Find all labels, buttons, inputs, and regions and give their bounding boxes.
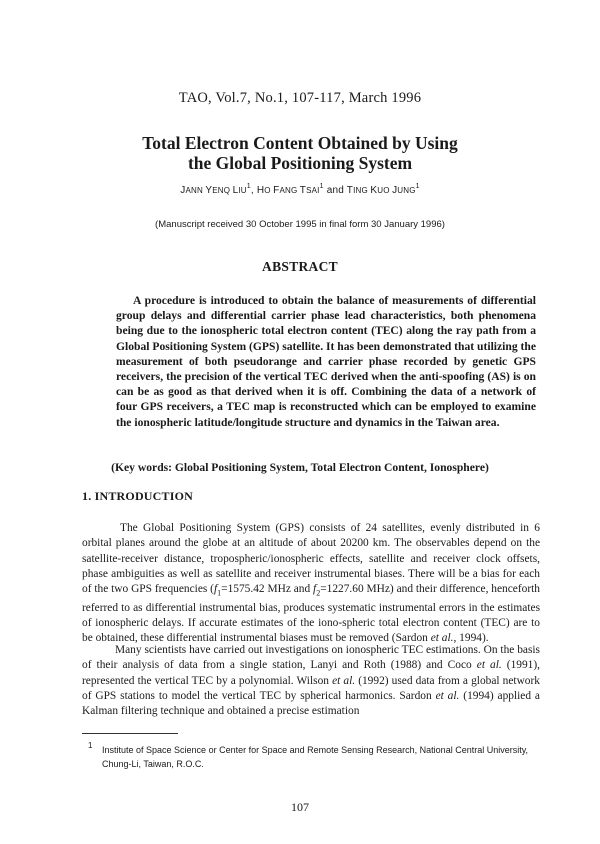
section-heading-introduction: 1. INTRODUCTION — [82, 489, 194, 503]
author-2: HO FANG TSAI — [256, 185, 320, 196]
footnote-mark: 1 — [88, 741, 93, 750]
author-3-affiliation: 1 — [415, 183, 420, 190]
author-3: TING KUO JUNG — [346, 185, 416, 196]
footnote-text: Institute of Space Science or Center for Space and Remote Sensing Research, National Central University, Chung-Li, Taiwan, R.O.C. — [102, 745, 529, 769]
abstract-heading: ABSTRACT — [262, 259, 338, 274]
title-line-1: Total Electron Content Obtained by Using — [142, 133, 458, 153]
footnote — [88, 743, 548, 771]
author-1-affiliation: 1 — [246, 183, 251, 190]
page-number: 107 — [291, 800, 309, 814]
author-list: JANN YENQ LIU$^1$, HO FANG TSAI$^1$ and TING KUO JUNG$^1$ — [180, 183, 420, 196]
journal-citation: TAO, Vol.7, No.1, 107-117, March 1996 — [178, 90, 422, 106]
footnote-divider — [82, 733, 178, 734]
author-and: and — [326, 185, 344, 196]
abstract-text: A procedure is introduced to obtain the balance of measurements of differential group delays and differential carrier phase lead characteristics, both phenomena being due to the ionospheric total electron content (TEC) along the ray path from a Global Positioning System (GPS) satellite. It has been demonstrated that utilizing the measurement of both pseudorange and carrier phase recorded by genetic GPS receivers, the precision of the vertical TEC derived when the anti-spoofing (AS) is on can be as good as that derived when it is off. Combining the data of a network of four GPS receivers, a TEC map is reconstructed which can be employed to examine the ionospheric latitude/longitude structure and dynamics in the Taiwan area. — [116, 294, 536, 429]
paper-title — [0, 133, 600, 173]
author-1: JANN YENQ LIU — [180, 185, 247, 196]
keywords: (Key words: Global Positioning System, Total Electron Content, Ionosphere) — [111, 461, 489, 474]
manuscript-dates: (Manuscript received 30 October 1995 in final form 30 January 1996) — [155, 219, 445, 230]
author-2-affiliation: 1 — [319, 183, 324, 190]
title-line-2: the Global Positioning System — [187, 153, 413, 173]
intro-paragraph-1: The Global Positioning System (GPS) consists of 24 satellites, evenly distributed in 6 orbital planes around the globe at an altitude of about 20200 km. The observables depend on the satellite-receiver distance, tropospheric/ionospheric effects, satellite and receiver clock offsets, phase ambiguities as well as satellite and receiver instrumental biases. There will be a bias for each of the two GPS frequencies ($f_1=1575.42$ MHz and $f_2=1227.60$ MHz) and their difference, henceforth referred to as differential instrumental bias, produces systematic instrumental errors in the estimates of ionospheric delays. If accurate estimates of the iono-spheric total electron content (TEC) are to be obtained, these differential instrumental biases must be removed (Sardon et al., 1994). — [82, 522, 540, 645]
intro-paragraph-2: Many scientists have carried out investigations on ionospheric TEC estimations. On the basis of their analysis of data from a single station, Lanyi and Roth (1988) and Coco et al. (1991), represented the vertical TEC by a polynomial. Wilson et al. (1992) used data from a global network of GPS stations to model the vertical TEC by spherical harmonics. Sardon et al. (1994) applied a Kalman filtering technique and obtained a precise estimation — [82, 644, 540, 718]
